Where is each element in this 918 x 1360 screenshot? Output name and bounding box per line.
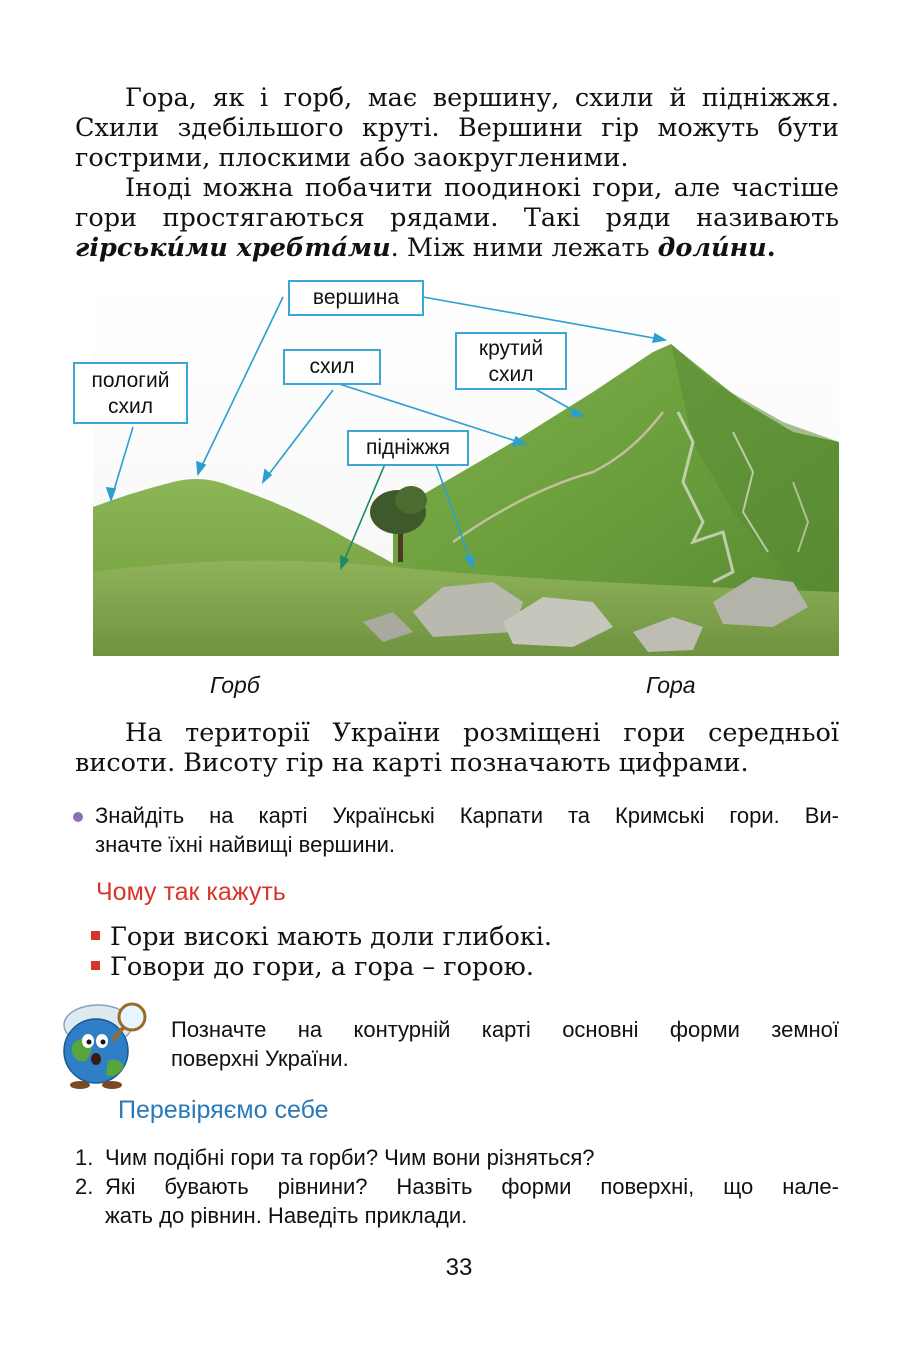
text-line: Чим подібні гори та горби? Чим вони різняться? bbox=[105, 1145, 595, 1170]
text-line: Іноді можна побачити поодинокі гори, але частіше bbox=[125, 173, 839, 203]
red-square-bullet-icon bbox=[91, 931, 100, 940]
map-task bbox=[73, 801, 839, 859]
text-line: гори простягаються рядами. Такі ряди називають bbox=[75, 203, 839, 233]
text-line: жать до рівнин. Наведіть приклади. bbox=[105, 1203, 468, 1228]
term-valleys: доли́ни bbox=[657, 233, 767, 263]
intro-paragraph bbox=[75, 83, 839, 173]
label-line: крутий bbox=[478, 337, 544, 360]
caption-mountain: Гора bbox=[646, 672, 696, 698]
self-check-heading: Перевіряємо себе bbox=[118, 1096, 329, 1124]
page-number: 33 bbox=[445, 1254, 473, 1281]
text-line: Схили здебільшого круті. Вершини гір можуть бути bbox=[75, 113, 839, 143]
ridges-paragraph bbox=[75, 173, 839, 263]
red-square-bullet-icon bbox=[91, 961, 100, 970]
question-item bbox=[75, 1172, 839, 1230]
text-line: гострими, плоскими або заокругленими. bbox=[75, 143, 629, 173]
saying-item bbox=[91, 922, 552, 952]
text-line: Позначте на контурній карті основні форми земної bbox=[171, 1017, 839, 1042]
label-line: пологий bbox=[91, 369, 170, 392]
sayings-heading: Чому так кажуть bbox=[96, 878, 286, 906]
label-line: схил bbox=[108, 395, 153, 418]
text-line: На території України розміщені гори середньої bbox=[125, 718, 839, 748]
text-line bbox=[75, 233, 839, 263]
question-item bbox=[75, 1143, 839, 1172]
text-line: Знайдіть на карті Українські Карпати та Кримські гори. Ви- bbox=[95, 803, 839, 828]
saying-text: Говори до гори, а гора – горою. bbox=[110, 952, 534, 982]
globe-mascot-icon bbox=[50, 995, 156, 1091]
text-line: Гора, як і горб, має вершину, схили й підніжжя. bbox=[125, 83, 839, 113]
text-line: Які бувають рівнини? Назвіть форми поверхні, що нале- bbox=[105, 1174, 839, 1199]
question-number: 1. bbox=[75, 1145, 94, 1170]
text-line: висоти. Висоту гір на карті позначають цифрами. bbox=[75, 748, 749, 778]
question-number: 2. bbox=[75, 1174, 94, 1199]
contour-map-task bbox=[171, 1015, 839, 1073]
text-line: поверхні України. bbox=[171, 1046, 349, 1071]
label-line: схил bbox=[488, 363, 534, 386]
label-steep-slope bbox=[455, 332, 567, 390]
ukraine-mountains-paragraph bbox=[75, 718, 839, 778]
text-fragment: . Між ними лежать bbox=[390, 233, 658, 263]
label-summit: вершина bbox=[288, 280, 424, 316]
label-foot: підніжжя bbox=[347, 430, 469, 466]
caption-hill: Горб bbox=[210, 672, 260, 698]
text-fragment: . bbox=[766, 233, 776, 263]
saying-text: Гори високі мають доли глибокі. bbox=[110, 922, 552, 952]
term-mountain-ridges: гірськи́ми хребта́ми bbox=[75, 233, 391, 263]
label-slope: схил bbox=[283, 349, 381, 385]
bullet-dot-icon bbox=[73, 812, 83, 822]
label-gentle-slope bbox=[73, 362, 188, 424]
text-line: значте їхні найвищі вершини. bbox=[95, 832, 396, 857]
saying-item bbox=[91, 952, 534, 982]
